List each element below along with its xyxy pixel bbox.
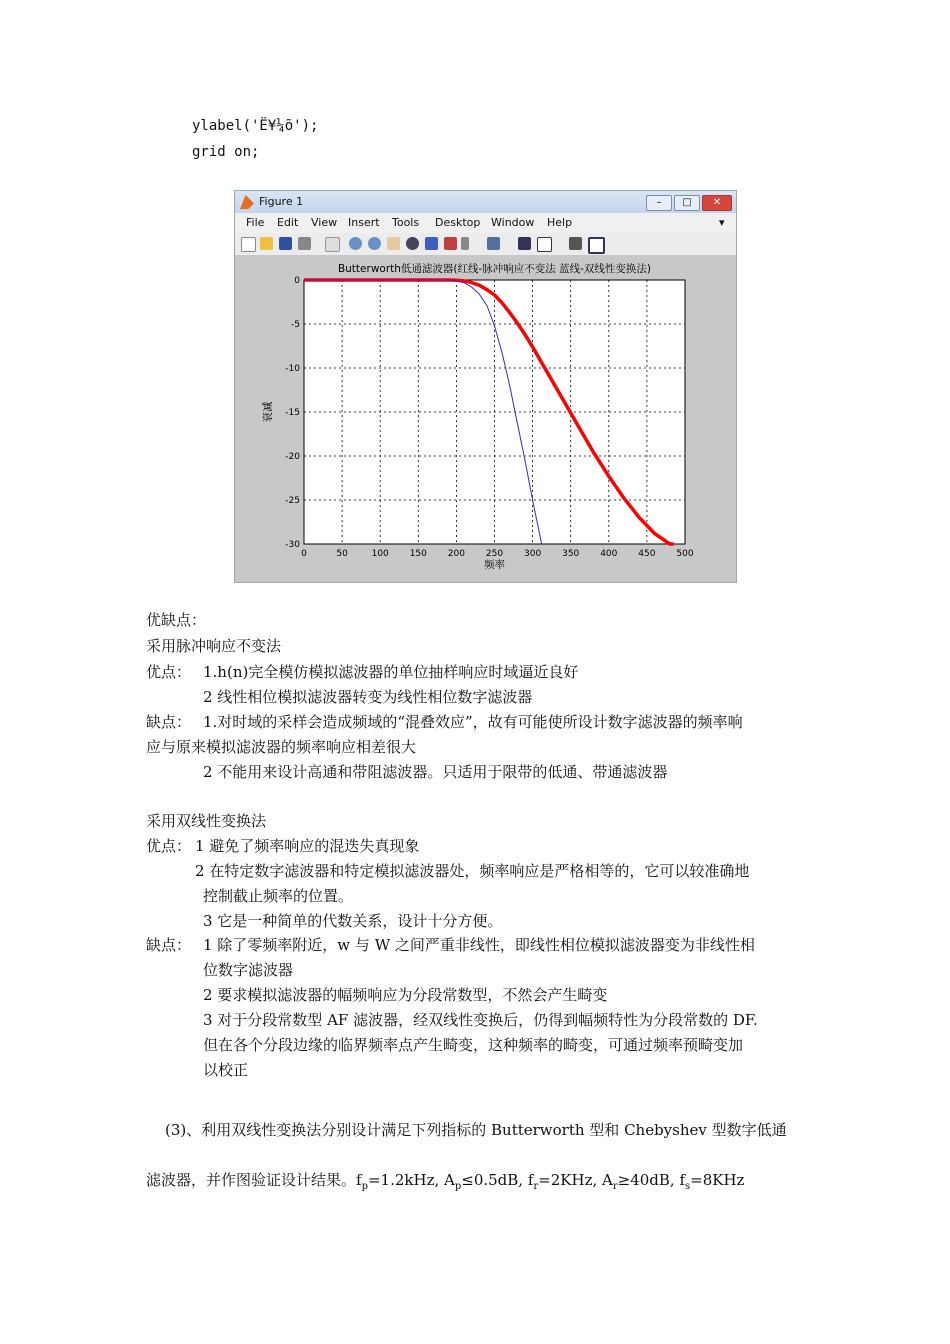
text-line: 3 它是一种简单的代数关系，设计十分方便。 [203, 912, 503, 930]
x-tick-label: 400 [600, 549, 618, 559]
menu-file[interactable]: File [246, 216, 265, 229]
x-tick-label: 250 [485, 549, 504, 559]
menu-dock-arrow[interactable]: ▾ [719, 216, 725, 229]
text-line: 控制截止频率的位置。 [203, 887, 354, 905]
brush-icon[interactable] [444, 237, 457, 250]
label-disadvantages: 缺点： [146, 936, 192, 954]
code-line-grid: grid on; [192, 144, 260, 160]
close-button[interactable]: ✕ [702, 195, 732, 211]
butterworth-chart [235, 255, 736, 582]
menu-insert[interactable]: Insert [348, 216, 380, 229]
new-file-icon[interactable] [241, 237, 256, 252]
text-line: 以校正 [203, 1061, 249, 1079]
text-line: 3 对于分段常数型 AF 滤波器，经双线性变换后，仍得到幅频特性为分段常数的 DF. [203, 1011, 758, 1029]
heading-bilinear-method: 采用双线性变换法 [146, 812, 267, 830]
figure-titlebar[interactable] [235, 191, 736, 213]
legend-icon[interactable] [537, 237, 552, 252]
rotate-icon[interactable] [406, 237, 419, 250]
open-file-icon[interactable] [260, 237, 273, 250]
print-icon[interactable] [298, 237, 311, 250]
y-tick-label: -10 [285, 364, 300, 374]
y-tick-label: -25 [285, 496, 300, 506]
pan-icon[interactable] [387, 237, 400, 250]
spec-text: ≥40dB, f [617, 1171, 685, 1189]
figure-toolbar [235, 233, 736, 256]
hide-tools-icon[interactable] [569, 237, 582, 250]
plot-area [235, 255, 736, 582]
text-line: 1.h(n)完全模仿模拟滤波器的单位抽样响应时域逼近良好 [203, 663, 579, 681]
menu-tools[interactable]: Tools [392, 216, 420, 229]
minimize-button[interactable]: – [646, 195, 672, 211]
x-tick-label: 150 [409, 549, 427, 559]
spec-sub: r [612, 1181, 618, 1192]
menu-desktop[interactable]: Desktop [435, 216, 481, 229]
menu-view[interactable]: View [311, 216, 338, 229]
heading-pros-cons: 优缺点： [146, 611, 207, 629]
y-tick-label: -20 [285, 452, 300, 462]
spec-text: 滤波器，并作图验证设计结果。f [146, 1171, 362, 1189]
text-line: 2 在特定数字滤波器和特定模拟滤波器处，频率响应是严格相等的，它可以较准确地 [195, 862, 750, 880]
label-advantages: 优点： [146, 837, 192, 855]
chart-title: Butterworth低通滤波器(红线-脉冲响应不变法 蓝线-双线性变换法) [337, 263, 652, 275]
data-cursor-icon[interactable] [425, 237, 438, 250]
zoom-in-icon[interactable] [349, 237, 362, 250]
spec-text: =2KHz, A [538, 1171, 613, 1189]
y-axis-label: 衰减 [262, 401, 274, 423]
x-axis-label: 频率 [484, 559, 505, 571]
spec-sub: r [533, 1181, 539, 1192]
link-icon[interactable] [487, 237, 500, 250]
menu-edit[interactable]: Edit [277, 216, 299, 229]
text-line: 1.对时域的采样会造成频域的“混叠效应”，故有可能使所设计数字滤波器的频率响 [203, 713, 743, 731]
spec-text: ≤0.5dB, f [461, 1171, 534, 1189]
y-tick-label: 0 [294, 276, 300, 286]
spec-sub: p [454, 1181, 462, 1192]
zoom-out-icon[interactable] [368, 237, 381, 250]
text-line: 2 要求模拟滤波器的幅频响应为分段常数型，不然会产生畸变 [203, 986, 608, 1004]
spec-text: =1.2kHz, A [367, 1171, 455, 1189]
x-tick-label: 200 [447, 549, 465, 559]
matlab-logo-icon [240, 195, 254, 209]
spec-text: =8KHz [690, 1171, 745, 1189]
menu-bar [235, 213, 736, 233]
pointer-icon[interactable] [325, 237, 340, 252]
text-line: 1 除了零频率附近，w 与 W 之间严重非线性，即线性相位模拟滤波器变为非线性相 [203, 936, 755, 954]
question-spec-line [146, 1170, 744, 1190]
heading-impulse-method: 采用脉冲响应不变法 [146, 637, 282, 655]
text-line: 但在各个分段边缘的临界频率点产生畸变，这种频率的畸变，可通过频率预畸变加 [203, 1036, 744, 1054]
dropdown-icon[interactable] [461, 237, 469, 250]
x-tick-label: 500 [676, 549, 694, 559]
label-advantages: 优点： [146, 663, 192, 681]
text-line: 1 避免了频率响应的混迭失真现象 [195, 837, 420, 855]
x-tick-label: 50 [336, 549, 348, 559]
x-tick-label: 300 [524, 549, 542, 559]
menu-window[interactable]: Window [491, 216, 535, 229]
text-line: 2 不能用来设计高通和带阻滤波器。只适用于限带的低通、带通滤波器 [203, 763, 668, 781]
x-tick-label: 100 [371, 549, 389, 559]
y-tick-label: -15 [285, 408, 300, 418]
spec-sub: p [361, 1181, 368, 1192]
save-icon[interactable] [279, 237, 292, 250]
matlab-figure-window [234, 190, 737, 583]
colorbar-icon[interactable] [518, 237, 531, 250]
spec-sub: s [685, 1181, 691, 1192]
text-line: 应与原来模拟滤波器的频率响应相差很大 [146, 738, 417, 756]
text-line: 2 线性相位模拟滤波器转变为线性相位数字滤波器 [203, 688, 533, 706]
window-title: Figure 1 [259, 195, 304, 208]
question-line: (3)、利用双线性变换法分别设计满足下列指标的 Butterworth 型和 Chebyshev 型数字低通 [165, 1121, 787, 1139]
x-tick-label: 450 [638, 549, 656, 559]
y-tick-label: -5 [291, 320, 300, 330]
x-tick-label: 350 [562, 549, 580, 559]
text-line: 位数字滤波器 [203, 961, 294, 979]
x-tick-label: 0 [301, 549, 307, 559]
y-tick-label: -30 [285, 540, 300, 550]
code-line-ylabel: ylabel('Ë¥¼õ'); [192, 118, 319, 134]
show-tools-icon[interactable] [588, 237, 605, 254]
menu-help[interactable]: Help [547, 216, 573, 229]
maximize-button[interactable]: □ [674, 195, 700, 211]
label-disadvantages: 缺点： [146, 713, 192, 731]
